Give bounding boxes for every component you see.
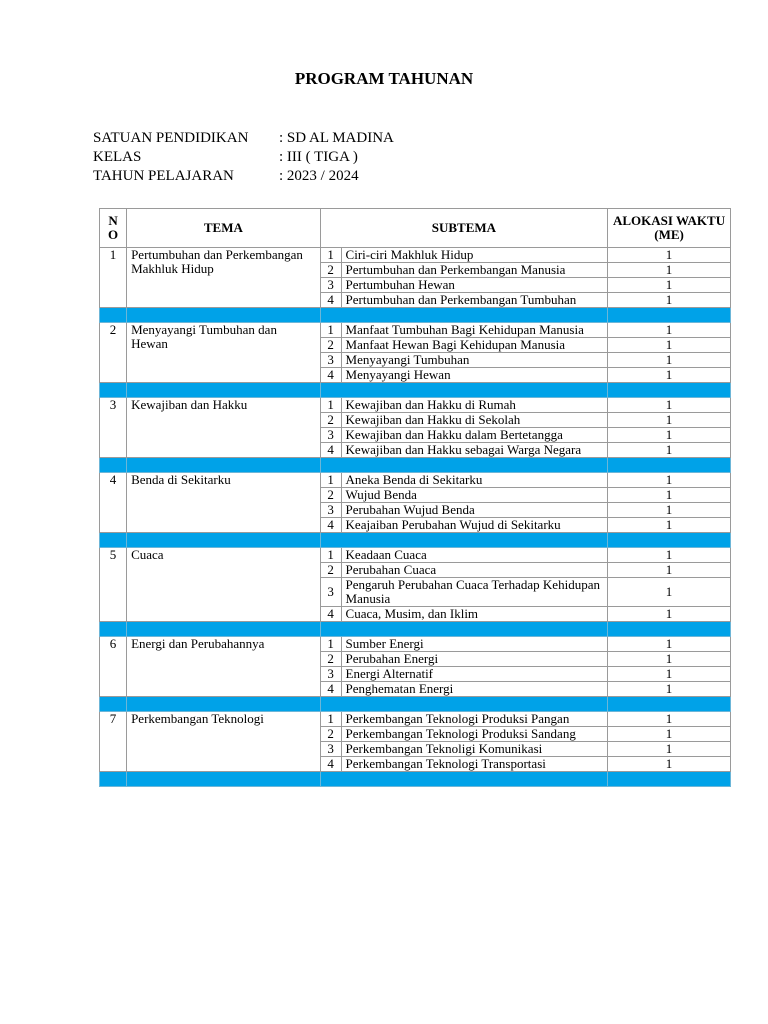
section-separator — [100, 308, 731, 323]
subtema-number: 4 — [320, 368, 341, 383]
alokasi-cell: 1 — [608, 398, 731, 413]
program-table — [99, 208, 731, 787]
subtema-cell: Keadaan Cuaca — [341, 548, 608, 563]
separator-cell — [100, 458, 127, 473]
row-number: 2 — [100, 323, 127, 383]
table-row — [100, 548, 731, 563]
subtema-cell: Cuaca, Musim, dan Iklim — [341, 607, 608, 622]
separator-cell — [320, 622, 607, 637]
separator-cell — [127, 458, 321, 473]
separator-cell — [100, 772, 127, 787]
subtema-number: 1 — [320, 323, 341, 338]
separator-cell — [127, 697, 321, 712]
section-separator — [100, 697, 731, 712]
subtema-cell: Keajaiban Perubahan Wujud di Sekitarku — [341, 518, 608, 533]
separator-cell — [608, 697, 731, 712]
table-row — [100, 248, 731, 263]
alokasi-cell: 1 — [608, 278, 731, 293]
subtema-number: 4 — [320, 682, 341, 697]
tema-cell: Energi dan Perubahannya — [127, 637, 321, 697]
alokasi-cell: 1 — [608, 443, 731, 458]
separator-cell — [320, 772, 607, 787]
subtema-cell: Pertumbuhan Hewan — [341, 278, 608, 293]
table-row — [100, 398, 731, 413]
section-separator — [100, 622, 731, 637]
alokasi-cell: 1 — [608, 503, 731, 518]
subtema-cell: Menyayangi Hewan — [341, 368, 608, 383]
section-separator — [100, 383, 731, 398]
subtema-number: 4 — [320, 518, 341, 533]
separator-cell — [608, 772, 731, 787]
alokasi-cell: 1 — [608, 548, 731, 563]
subtema-number: 3 — [320, 278, 341, 293]
table-row — [100, 637, 731, 652]
alokasi-cell: 1 — [608, 682, 731, 697]
separator-cell — [320, 533, 607, 548]
tema-cell: Perkembangan Teknologi — [127, 712, 321, 772]
separator-cell — [127, 383, 321, 398]
section-separator — [100, 533, 731, 548]
subtema-number: 3 — [320, 428, 341, 443]
subtema-number: 2 — [320, 338, 341, 353]
subtema-number: 4 — [320, 443, 341, 458]
separator-cell — [608, 533, 731, 548]
alokasi-cell: 1 — [608, 353, 731, 368]
alokasi-cell: 1 — [608, 368, 731, 383]
header-subtema: SUBTEMA — [320, 209, 607, 248]
info-label: KELAS — [93, 149, 142, 165]
subtema-cell: Manfaat Hewan Bagi Kehidupan Manusia — [341, 338, 608, 353]
separator-cell — [127, 622, 321, 637]
header-tema: TEMA — [127, 209, 321, 248]
alokasi-cell: 1 — [608, 712, 731, 727]
separator-cell — [608, 308, 731, 323]
header-no: N O — [100, 209, 127, 248]
subtema-cell: Kewajiban dan Hakku di Rumah — [341, 398, 608, 413]
subtema-cell: Perkembangan Teknologi Produksi Sandang — [341, 727, 608, 742]
subtema-number: 1 — [320, 398, 341, 413]
subtema-cell: Perkembangan Teknologi Produksi Pangan — [341, 712, 608, 727]
alokasi-cell: 1 — [608, 667, 731, 682]
separator-cell — [608, 458, 731, 473]
tema-cell: Pertumbuhan dan Perkembangan Makhluk Hidup — [127, 248, 321, 308]
alokasi-cell: 1 — [608, 607, 731, 622]
alokasi-cell: 1 — [608, 338, 731, 353]
subtema-number: 3 — [320, 353, 341, 368]
section-separator — [100, 772, 731, 787]
separator-cell — [127, 533, 321, 548]
table-body — [100, 248, 731, 787]
alokasi-cell: 1 — [608, 563, 731, 578]
subtema-number: 2 — [320, 488, 341, 503]
subtema-cell: Pertumbuhan dan Perkembangan Manusia — [341, 263, 608, 278]
subtema-number: 1 — [320, 473, 341, 488]
separator-cell — [608, 622, 731, 637]
subtema-number: 2 — [320, 263, 341, 278]
separator-cell — [100, 308, 127, 323]
tema-cell: Kewajiban dan Hakku — [127, 398, 321, 458]
subtema-number: 3 — [320, 667, 341, 682]
info-value: : III ( TIGA ) — [279, 149, 358, 165]
separator-cell — [100, 533, 127, 548]
separator-cell — [100, 622, 127, 637]
subtema-cell: Pengaruh Perubahan Cuaca Terhadap Kehidupan Manusia — [341, 578, 608, 607]
alokasi-cell: 1 — [608, 293, 731, 308]
table-row — [100, 323, 731, 338]
subtema-number: 4 — [320, 293, 341, 308]
separator-cell — [320, 308, 607, 323]
subtema-cell: Perkembangan Teknologi Transportasi — [341, 757, 608, 772]
subtema-cell: Penghematan Energi — [341, 682, 608, 697]
row-number: 7 — [100, 712, 127, 772]
subtema-number: 2 — [320, 652, 341, 667]
subtema-number: 1 — [320, 712, 341, 727]
row-number: 6 — [100, 637, 127, 697]
subtema-number: 3 — [320, 503, 341, 518]
alokasi-cell: 1 — [608, 263, 731, 278]
separator-cell — [608, 383, 731, 398]
separator-cell — [127, 772, 321, 787]
subtema-cell: Wujud Benda — [341, 488, 608, 503]
row-number: 3 — [100, 398, 127, 458]
alokasi-cell: 1 — [608, 578, 731, 607]
subtema-cell: Pertumbuhan dan Perkembangan Tumbuhan — [341, 293, 608, 308]
subtema-cell: Kewajiban dan Hakku di Sekolah — [341, 413, 608, 428]
table-row — [100, 473, 731, 488]
subtema-cell: Kewajiban dan Hakku dalam Bertetangga — [341, 428, 608, 443]
alokasi-cell: 1 — [608, 248, 731, 263]
tema-cell: Menyayangi Tumbuhan dan Hewan — [127, 323, 321, 383]
alokasi-cell: 1 — [608, 742, 731, 757]
subtema-cell: Manfaat Tumbuhan Bagi Kehidupan Manusia — [341, 323, 608, 338]
alokasi-cell: 1 — [608, 488, 731, 503]
info-label: SATUAN PENDIDIKAN — [93, 130, 249, 146]
subtema-cell: Perubahan Energi — [341, 652, 608, 667]
subtema-cell: Sumber Energi — [341, 637, 608, 652]
subtema-number: 3 — [320, 578, 341, 607]
info-value: : SD AL MADINA — [279, 130, 394, 146]
subtema-cell: Ciri-ciri Makhluk Hidup — [341, 248, 608, 263]
page-title: PROGRAM TAHUNAN — [294, 69, 474, 88]
subtema-number: 4 — [320, 757, 341, 772]
separator-cell — [320, 383, 607, 398]
row-number: 4 — [100, 473, 127, 533]
alokasi-cell: 1 — [608, 413, 731, 428]
separator-cell — [127, 308, 321, 323]
separator-cell — [320, 458, 607, 473]
subtema-number: 1 — [320, 548, 341, 563]
alokasi-cell: 1 — [608, 652, 731, 667]
subtema-cell: Perubahan Wujud Benda — [341, 503, 608, 518]
subtema-number: 1 — [320, 248, 341, 263]
table-header-row — [100, 209, 731, 248]
tema-cell: Cuaca — [127, 548, 321, 622]
alokasi-cell: 1 — [608, 757, 731, 772]
alokasi-cell: 1 — [608, 518, 731, 533]
table-row — [100, 712, 731, 727]
alokasi-cell: 1 — [608, 473, 731, 488]
subtema-number: 4 — [320, 607, 341, 622]
subtema-cell: Energi Alternatif — [341, 667, 608, 682]
subtema-number: 2 — [320, 563, 341, 578]
subtema-cell: Aneka Benda di Sekitarku — [341, 473, 608, 488]
row-number: 5 — [100, 548, 127, 622]
info-label: TAHUN PELAJARAN — [93, 168, 234, 184]
alokasi-cell: 1 — [608, 428, 731, 443]
alokasi-cell: 1 — [608, 323, 731, 338]
subtema-cell: Perubahan Cuaca — [341, 563, 608, 578]
subtema-cell: Kewajiban dan Hakku sebagai Warga Negara — [341, 443, 608, 458]
separator-cell — [100, 383, 127, 398]
subtema-number: 2 — [320, 413, 341, 428]
separator-cell — [100, 697, 127, 712]
section-separator — [100, 458, 731, 473]
alokasi-cell: 1 — [608, 637, 731, 652]
tema-cell: Benda di Sekitarku — [127, 473, 321, 533]
separator-cell — [320, 697, 607, 712]
subtema-number: 2 — [320, 727, 341, 742]
subtema-cell: Perkembangan Teknoligi Komunikasi — [341, 742, 608, 757]
info-value: : 2023 / 2024 — [279, 168, 359, 184]
subtema-number: 3 — [320, 742, 341, 757]
header-alokasi: ALOKASI WAKTU (ME) — [608, 209, 731, 248]
row-number: 1 — [100, 248, 127, 308]
alokasi-cell: 1 — [608, 727, 731, 742]
subtema-number: 1 — [320, 637, 341, 652]
subtema-cell: Menyayangi Tumbuhan — [341, 353, 608, 368]
